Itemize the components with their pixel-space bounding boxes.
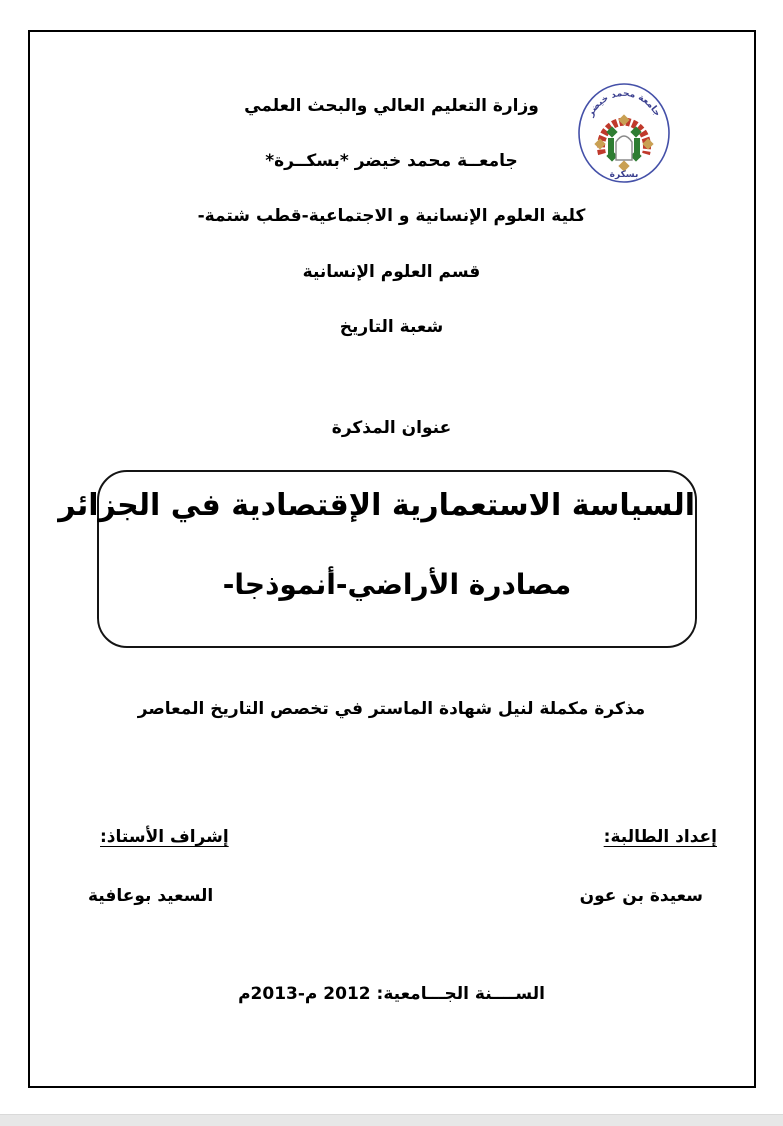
student-label: إعداد الطالبة: [603,827,717,847]
header-faculty: كلية العلوم الإنسانية و الاجتماعية-قطب شتمة- [197,206,586,226]
student-name: سعيدة بن عون [579,886,703,906]
supervisor-label: إشراف الأستاذ: [100,827,229,847]
emblem-top-text: جامعة محمد خيضر [585,88,663,119]
thesis-subtitle: مذكرة مكملة لنيل شهادة الماستر في تخصص التاريخ المعاصر [137,699,646,719]
thesis-title-line1: السياسة الاستعمارية الإقتصادية في الجزائر [58,488,695,523]
thesis-title-line2: مصادرة الأراضي-أنموذجا- [222,568,572,601]
thesis-title-box [58,470,697,648]
supervisor-name: السعيد بوعافية [88,886,214,906]
emblem-bottom-text: بسكرة [609,170,639,180]
header-ministry: وزارة التعليم العالي والبحث العلمي [244,96,539,116]
memo-title-label: عنوان المذكرة [331,418,452,438]
academic-year: الســــنة الجـــامعية: 2012 م-2013م [238,984,545,1004]
viewer-bottom-strip [0,1114,783,1126]
header-department: قسم العلوم الإنسانية [302,262,481,282]
header-university: جامعــة محمد خيضر *بسكــرة* [265,151,518,171]
header-branch: شعبة التاريخ [339,317,444,337]
